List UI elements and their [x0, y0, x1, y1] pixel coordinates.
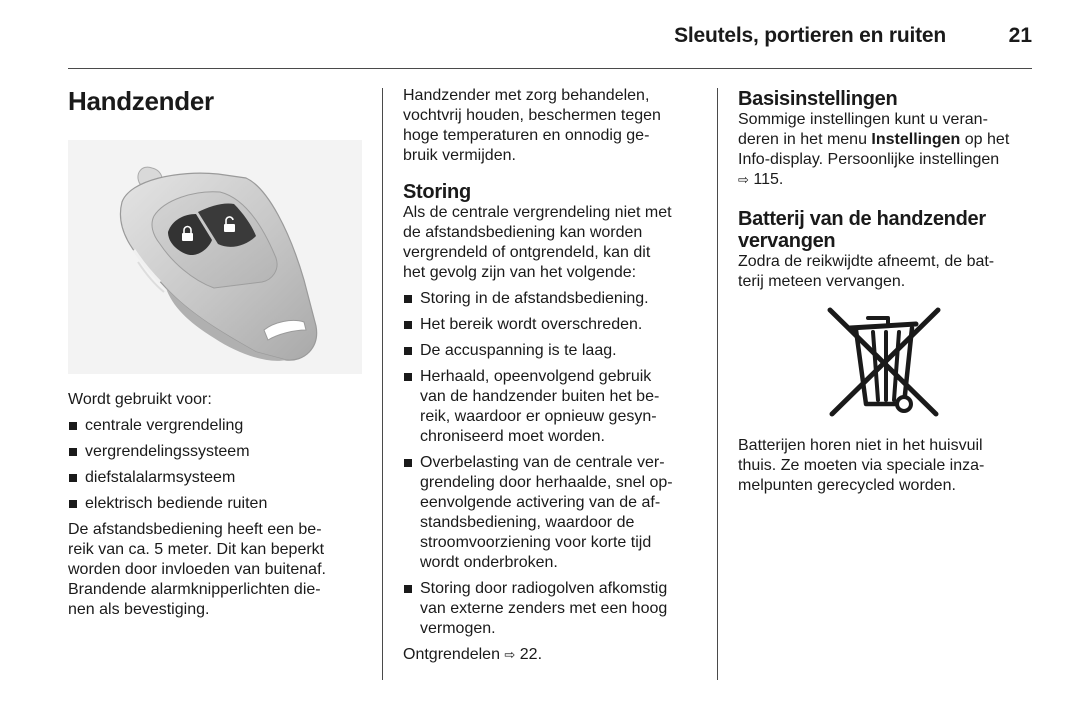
basis-paragraph [738, 110, 1036, 191]
column-1 [68, 86, 364, 620]
text-line: vermogen. [420, 620, 496, 637]
list-item [403, 453, 703, 573]
disposal-paragraph [738, 436, 1036, 496]
text-line: deren in het menu [738, 131, 872, 148]
unlock-text: Ontgrendelen [403, 646, 500, 663]
text-line: op het [960, 131, 1010, 148]
unlock-reference [403, 645, 703, 666]
text-line: grendeling door herhaalde, snel op- [420, 474, 673, 491]
menu-name-instellingen: Instellingen [871, 131, 961, 148]
text-line: van de handzender buiten het be- [420, 388, 660, 405]
text-line: nen als bevestiging. [68, 601, 210, 618]
heading-line: Batterij van de handzender [738, 208, 986, 230]
text-line: Het bereik wordt overschreden. [420, 316, 643, 333]
section-heading-storing: Storing [403, 181, 471, 203]
header-rule [68, 68, 1032, 69]
text-line: eenvolgende activering van de af- [420, 494, 661, 511]
text-line: Overbelasting van de centrale ver- [420, 454, 665, 471]
list-item [403, 579, 703, 639]
list-item [403, 341, 703, 361]
text-line: terij meteen vervangen. [738, 273, 906, 290]
list-item: diefstalalarmsysteem [68, 468, 364, 488]
text-line: chroniseerd moet worden. [420, 428, 605, 445]
text-line: Storing door radiogolven afkomstig [420, 580, 668, 597]
bin-stripe [873, 332, 878, 400]
care-paragraph [403, 86, 703, 166]
text-line: reik, waardoor er opnieuw gesyn- [420, 408, 657, 425]
remote-key-fob-illustration [68, 140, 362, 374]
text-line: De accuspanning is te laag. [420, 342, 617, 359]
page-reference-arrow-icon: ⇨ [738, 173, 749, 188]
bin-lid [850, 324, 916, 328]
usage-list [68, 416, 364, 514]
bin-handle [868, 318, 888, 324]
storing-intro [403, 203, 703, 283]
text-line: Brandende alarmknipperlichten die- [68, 581, 321, 598]
basis-page-ref: 115. [753, 171, 784, 188]
battery-paragraph [738, 252, 1036, 292]
text-line: stroomvoorziening voor korte tijd [420, 534, 652, 551]
text-line: vochtvrij houden, beschermen tegen [403, 107, 661, 124]
unlock-page-ref: 22. [519, 646, 543, 663]
crossed-out-wheelie-bin-icon [826, 306, 942, 420]
text-line: reik van ca. 5 meter. Dit kan beperkt [68, 541, 325, 558]
section-title-handzender: Handzender [68, 86, 214, 116]
column-2 [403, 86, 703, 666]
text-line: bruik vermijden. [403, 147, 516, 164]
column-3 [738, 86, 1036, 496]
usage-intro: Wordt gebruikt voor: [68, 391, 212, 408]
text-line: Storing in de afstandsbediening. [420, 290, 649, 307]
text-line: Sommige instellingen kunt u veran- [738, 111, 988, 128]
text-line: De afstandsbediening heeft een be- [68, 521, 322, 538]
text-line: melpunten gerecycled worden. [738, 477, 956, 494]
column-divider-1 [382, 88, 383, 680]
text-line: Batterijen horen niet in het huisvuil [738, 437, 983, 454]
heading-line: vervangen [738, 230, 836, 252]
list-item [403, 289, 703, 309]
text-line: Herhaald, opeenvolgend gebruik [420, 368, 652, 385]
text-line: hoge temperaturen en onnodig ge- [403, 127, 650, 144]
list-item [403, 315, 703, 335]
storing-causes-list [403, 289, 703, 639]
text-line: thuis. Ze moeten via speciale inza- [738, 457, 985, 474]
text-line: wordt onderbroken. [420, 554, 558, 571]
bin-wheel [897, 397, 911, 411]
text-line: vergrendeld of ontgrendeld, kan dit [403, 244, 651, 261]
text-line: standsbediening, waardoor de [420, 514, 635, 531]
section-heading-basisinstellingen: Basisinstellingen [738, 88, 898, 110]
list-item [403, 367, 703, 447]
section-heading-batterij [738, 208, 1036, 252]
text-line: Handzender met zorg behandelen, [403, 87, 650, 104]
column-divider-2 [717, 88, 718, 680]
list-item: elektrisch bediende ruiten [68, 494, 364, 514]
text-line: van externe zenders met een hoog [420, 600, 668, 617]
text-line: Als de centrale vergrendeling niet met [403, 204, 672, 221]
text-line: Zodra de reikwijdte afneemt, de bat- [738, 253, 995, 270]
list-item: vergrendelingssysteem [68, 442, 364, 462]
page-reference-arrow-icon: ⇨ [504, 648, 516, 663]
list-item: centrale vergrendeling [68, 416, 364, 436]
text-line: Info-display. Persoonlijke instellingen [738, 151, 1000, 168]
header-title: Sleutels, portieren en ruiten [674, 24, 946, 47]
range-paragraph [68, 520, 364, 620]
text-line: worden door invloeden van buitenaf. [68, 561, 326, 578]
bin-stripe [894, 332, 899, 400]
page-number: 21 [1008, 24, 1032, 47]
text-line: de afstandsbediening kan worden [403, 224, 643, 241]
text-line: het gevolg zijn van het volgende: [403, 264, 637, 281]
